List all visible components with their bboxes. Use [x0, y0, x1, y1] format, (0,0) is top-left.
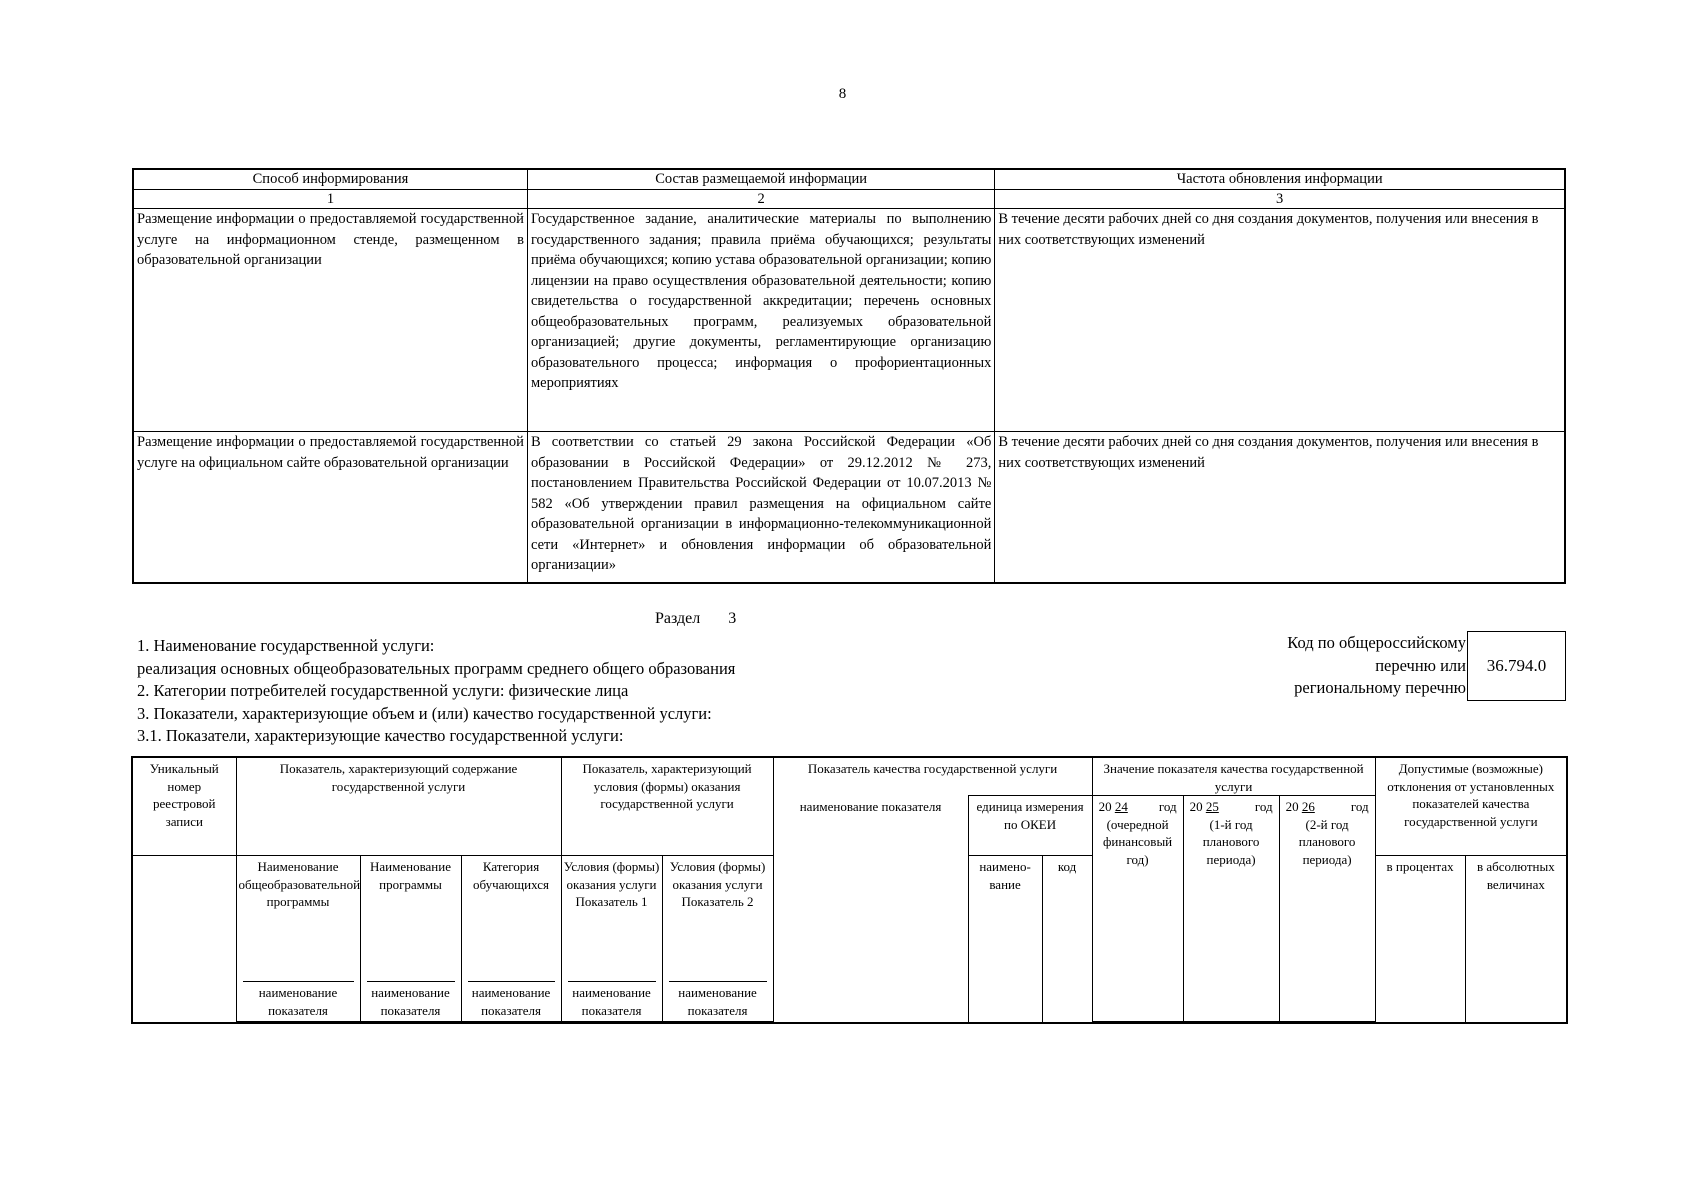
header-content: Состав размещаемой информации [527, 169, 994, 190]
sub-column-condition-1 [561, 856, 662, 1022]
dev-percent-header: в процентах [1375, 856, 1465, 1024]
sub-column-caption: наименование показателя [468, 981, 555, 1020]
sub-column-caption: наименование показателя [568, 981, 656, 1020]
sub-column-program [360, 856, 461, 1022]
year-note: (1-й год планового периода) [1202, 816, 1260, 867]
unit-okei-header: единица измерения по ОКЕИ [968, 796, 1092, 856]
sub-column-title: Наименование общеобразовательной программы [238, 859, 361, 909]
registry-code-value: 36.794.0 [1486, 656, 1547, 675]
sub-column-program-name [236, 856, 360, 1022]
code-label-line: Код по общероссийскому [1287, 633, 1466, 652]
year-note: (2-й год планового периода) [1298, 816, 1356, 867]
year-value: 25 [1205, 799, 1219, 814]
page-number: 8 [838, 86, 847, 102]
quality-indicators-heading: 3.1. Показатели, характеризующие качество государственной услуги: [137, 726, 624, 745]
section-number: 3 [728, 610, 737, 627]
sub-column-title: Условия (формы) оказания услуги Показатель 2 [669, 859, 766, 909]
sub-column-caption: наименование показателя [367, 981, 455, 1020]
conditions-indicator-header: Показатель, характеризующий условия (формы) оказания государственной услуги [561, 757, 773, 856]
table-row [133, 432, 1565, 584]
year-note: (очередной финансовый год) [1102, 816, 1173, 867]
header-method: Способ информирования [133, 169, 527, 190]
empty-cell [132, 856, 236, 1024]
registry-code-box [1467, 631, 1566, 701]
sub-column-title: Условия (формы) оказания услуги Показатель 1 [563, 859, 660, 909]
unit-code-header: код [1042, 856, 1092, 1024]
registry-code-label [1287, 632, 1466, 700]
column-number: 2 [527, 190, 994, 209]
code-label-line: перечню или [1375, 655, 1466, 675]
quality-value-header: Значение показателя качества государственной услуги [1092, 757, 1375, 796]
section-description [137, 635, 735, 748]
year-suffix: год [1254, 799, 1273, 814]
year-value: 24 [1114, 799, 1128, 814]
section-title [655, 610, 736, 628]
service-name-label: 1. Наименование государственной услуги: [137, 636, 435, 655]
sub-column-caption: наименование показателя [243, 981, 354, 1020]
indicators-heading: 3. Показатели, характеризующие объем и (или) качество государственной услуги: [137, 703, 712, 723]
info-method: Размещение информации о предоставляемой государственной услуге на информационном стенде, размещенном в образовательной организации [133, 209, 527, 432]
table-header-row [133, 169, 1565, 190]
content-indicator-header: Показатель, характеризующий содержание государственной услуги [236, 757, 561, 856]
sub-column-condition-2 [662, 856, 773, 1022]
column-number: 1 [133, 190, 527, 209]
year-2-header [1183, 796, 1279, 1022]
info-method: Размещение информации о предоставляемой государственной услуге на официальном сайте образовательной организации [133, 432, 527, 584]
year-1-header [1092, 796, 1183, 1022]
information-methods-table [132, 168, 1566, 584]
info-content: Государственное задание, аналитические материалы по выполнению государственного задания; правила приёма обучающихся; результаты приёма обучающихся; копию устава образовательной организации; копию лицензии на право осуществления образовательной деятельности; копию свидетельства о государственной аккредитации; перечень основных общеобразовательных программ, реализуемых образовательной организацией; другие документы, регламентирующие организацию образовательного процесса; информация о профориентационных мероприятиях [527, 209, 994, 432]
year-prefix: 20 [1285, 799, 1299, 814]
service-name-value: реализация основных общеобразовательных программ среднего общего образования [137, 658, 736, 678]
quality-indicator-header: Показатель качества государственной услуги [773, 757, 1092, 796]
year-suffix: год [1350, 799, 1369, 814]
info-content: В соответствии со статьей 29 закона Российской Федерации «Об образовании в Российской Федерации» от 29.12.2012 № 273, постановлением Правительства Российской Федерации от 10.07.2013 № 582 «Об утверждении правил размещения на официальном сайте образовательной организации в информационно-телекоммуникационной сети «Интернет» и обновления информации об образовательной организации» [527, 432, 994, 584]
sub-column-caption: наименование показателя [669, 981, 767, 1020]
table-row [133, 209, 1565, 432]
consumer-categories: 2. Категории потребителей государственной услуги: физические лица [137, 681, 629, 700]
deviations-header: Допустимые (возможные) отклонения от установленных показателей качества государственной услуги [1375, 757, 1567, 856]
table-row [132, 757, 1567, 796]
info-frequency: В течение десяти рабочих дней со дня создания документов, получения или внесения в них соответствующих изменений [995, 432, 1565, 584]
year-prefix: 20 [1098, 799, 1112, 814]
indicator-name-header: наименование показателя [773, 796, 968, 1024]
quality-indicators-table [131, 756, 1568, 1024]
year-suffix: год [1158, 799, 1177, 814]
sub-column-title: Наименование программы [370, 859, 451, 892]
year-prefix: 20 [1189, 799, 1203, 814]
column-number-row [133, 190, 1565, 209]
year-3-header [1279, 796, 1375, 1022]
year-value: 26 [1301, 799, 1315, 814]
header-frequency: Частота обновления информации [995, 169, 1565, 190]
sub-column-category [461, 856, 561, 1022]
sub-column-title: Категория обучающихся [473, 859, 549, 892]
unit-name-header: наимено-вание [968, 856, 1042, 1024]
code-label-line: региональному перечню [1294, 678, 1466, 697]
section-label: Раздел [655, 610, 701, 627]
unique-number-header: Уникальный номер реестровой записи [132, 757, 236, 856]
column-number: 3 [995, 190, 1565, 209]
dev-absolute-header: в абсолютных величинах [1465, 856, 1567, 1024]
info-frequency: В течение десяти рабочих дней со дня создания документов, получения или внесения в них соответствующих изменений [995, 209, 1565, 432]
